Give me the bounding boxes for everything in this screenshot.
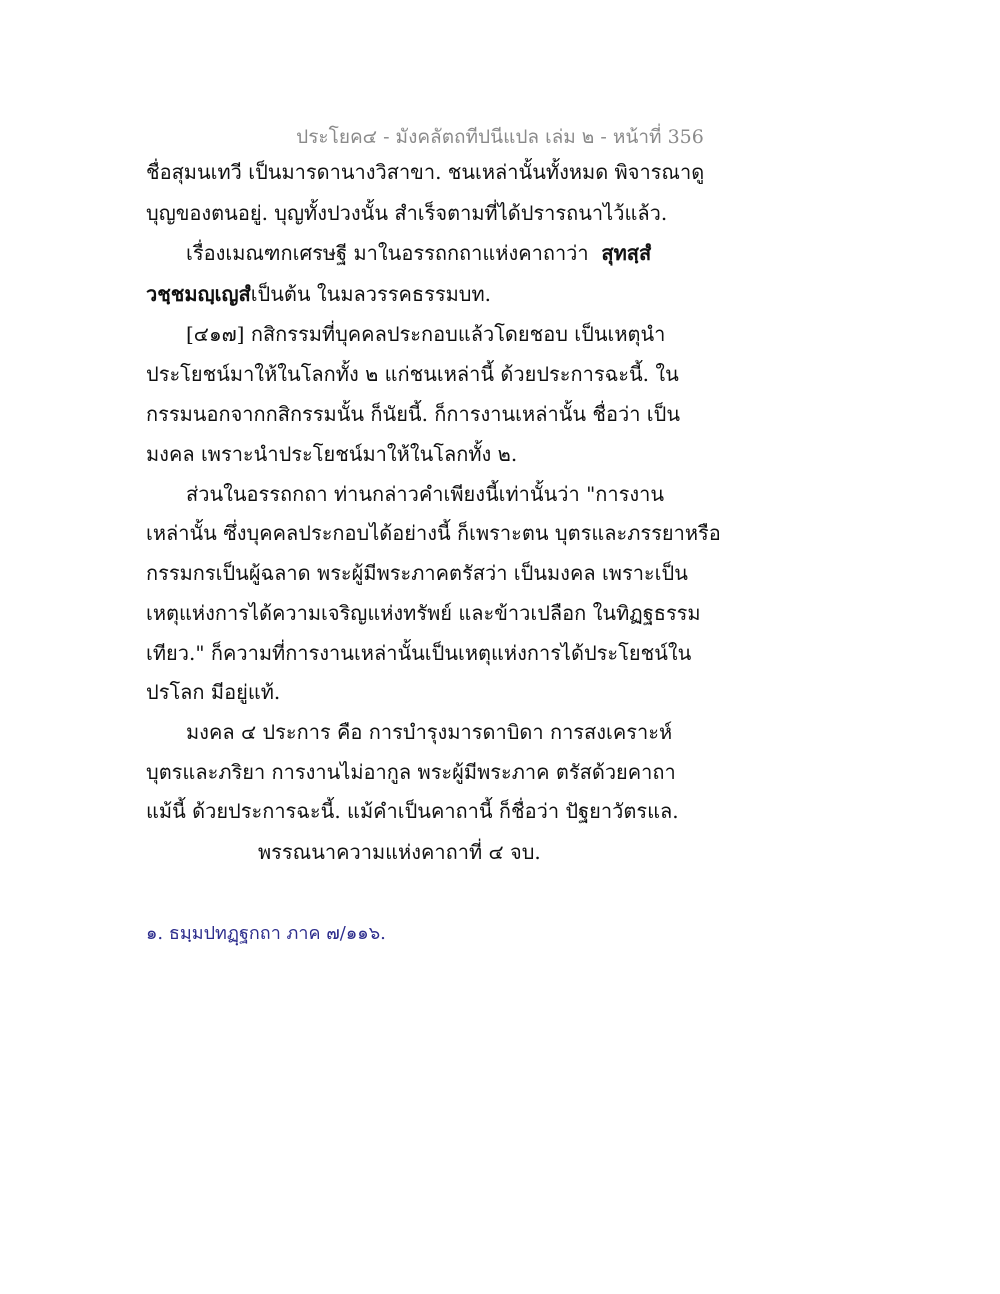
body-line: มงคล เพราะนำประโยชน์มาให้ในโลกทั้ง ๒. xyxy=(146,442,518,466)
page-header: ประโยค๔ - มังคลัตถทีปนีแปล เล่ม ๒ - หน้าที่ 356 xyxy=(296,126,704,148)
body-line: [๔๑๗] กสิกรรมที่บุคคลประกอบแล้วโดยชอบ เป็นเหตุนำ xyxy=(186,322,666,346)
section-ending: พรรณนาความแห่งคาถาที่ ๔ จบ. xyxy=(258,840,541,864)
body-line: มงคล ๔ ประการ คือ การบำรุงมารดาบิดา การสงเคราะห์ xyxy=(186,720,673,744)
body-line: ประโยชน์มาให้ในโลกทั้ง ๒ แก่ชนเหล่านี้ ด้วยประการฉะนี้. ใน xyxy=(146,362,679,386)
body-line: ปรโลก มีอยู่แท้. xyxy=(146,680,281,704)
body-line: เหล่านั้น ซึ่งบุคคลประกอบได้อย่างนี้ ก็เพราะตน บุตรและภรรยาหรือ xyxy=(146,521,721,545)
footnote: ๑. ธมฺมปทฏฺฐกถา ภาค ๗/๑๑๖. xyxy=(146,923,386,944)
body-line: ส่วนในอรรถกถา ท่านกล่าวคำเพียงนี้เท่านั้นว่า "การงาน xyxy=(186,482,665,506)
body-line: ชื่อสุมนเทวี เป็นมารดานางวิสาขา. ชนเหล่านั้นทั้งหมด พิจารณาดู xyxy=(146,160,705,184)
body-line: บุตรและภริยา การงานไม่อากูล พระผู้มีพระภาค ตรัสด้วยคาถา xyxy=(146,760,676,784)
body-text: เป็นต้น ในมลวรรคธรรมบท. xyxy=(250,282,491,306)
body-line: เทียว." ก็ความที่การงานเหล่านั้นเป็นเหตุแห่งการได้ประโยชน์ใน xyxy=(146,641,692,665)
body-line xyxy=(186,243,651,263)
pali-term: สุทสฺสํ xyxy=(601,241,652,265)
body-line: เหตุแห่งการได้ความเจริญแห่งทรัพย์ และข้าวเปลือก ในทิฏฐธรรม xyxy=(146,601,701,625)
body-text: เรื่องเมณฑกเศรษฐี มาในอรรถกถาแห่งคาถาว่า xyxy=(186,241,589,265)
body-line: บุญของตนอยู่. บุญทั้งปวงนั้น สำเร็จตามที่ได้ปรารถนาไว้แล้ว. xyxy=(146,201,668,225)
pali-term: วชฺชมญฺเญสํ xyxy=(146,282,251,306)
body-line: กรรมนอกจากกสิกรรมนั้น ก็นัยนี้. ก็การงานเหล่านั้น ชื่อว่า เป็น xyxy=(146,402,680,426)
body-line: แม้นี้ ด้วยประการฉะนี้. แม้คำเป็นคาถานี้ ก็ชื่อว่า ปัฐยาวัตรแล. xyxy=(146,799,679,823)
body-line: กรรมกรเป็นผู้ฉลาด พระผู้มีพระภาคตรัสว่า เป็นมงคล เพราะเป็น xyxy=(146,561,688,585)
body-line xyxy=(146,284,491,304)
